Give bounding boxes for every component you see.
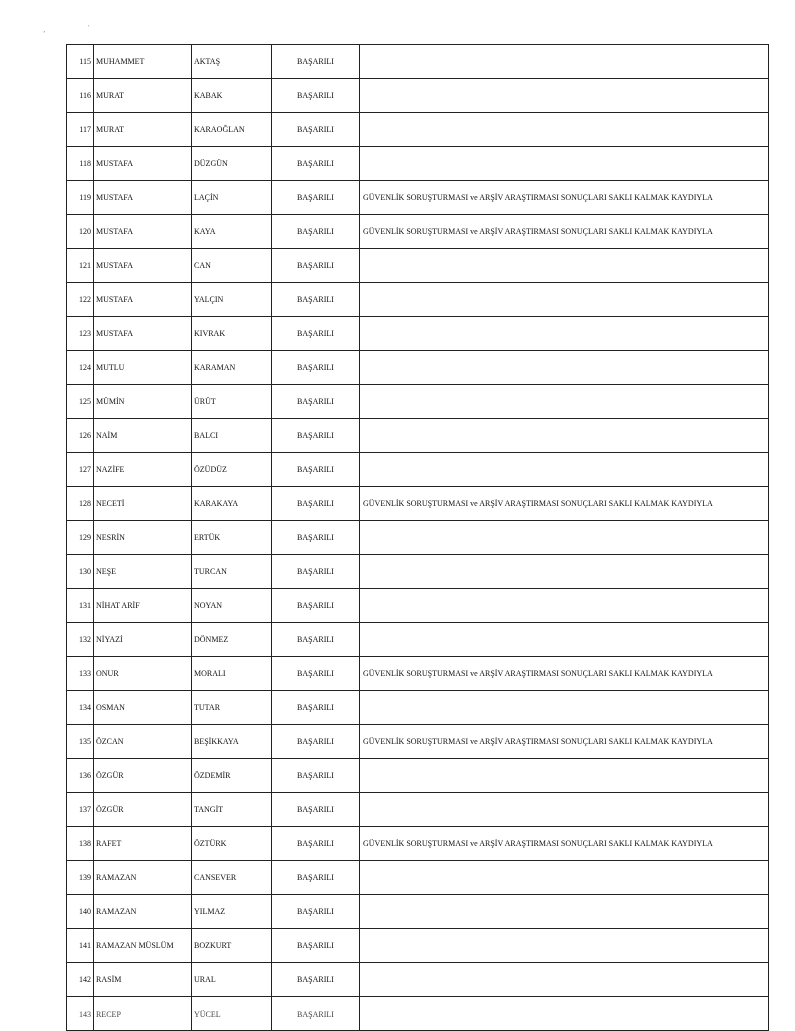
first-name-cell: MÜMİN	[94, 385, 192, 419]
status-cell: BAŞARILI	[272, 861, 360, 895]
first-name-cell: RAMAZAN MÜSLÜM	[94, 929, 192, 963]
table-row	[67, 45, 769, 79]
last-name-cell: ÖZDEMİR	[192, 759, 272, 793]
last-name-cell: KABAK	[192, 79, 272, 113]
table-row	[67, 657, 769, 691]
row-number-cell: 133	[67, 657, 94, 691]
note-cell	[360, 861, 769, 895]
first-name-cell: ÖZGÜR	[94, 759, 192, 793]
first-name-cell: MUSTAFA	[94, 147, 192, 181]
row-number-cell: 124	[67, 351, 94, 385]
last-name-cell: YALÇIN	[192, 283, 272, 317]
first-name-cell: NAİM	[94, 419, 192, 453]
first-name-cell: MUSTAFA	[94, 317, 192, 351]
note-cell	[360, 963, 769, 997]
first-name-cell: ÖZCAN	[94, 725, 192, 759]
results-table-body	[67, 45, 769, 1031]
note-cell	[360, 385, 769, 419]
row-number-cell: 125	[67, 385, 94, 419]
row-number-cell: 119	[67, 181, 94, 215]
status-cell: BAŞARILI	[272, 249, 360, 283]
table-row	[67, 623, 769, 657]
row-number-cell: 117	[67, 113, 94, 147]
row-number-cell: 129	[67, 521, 94, 555]
first-name-cell: NECETİ	[94, 487, 192, 521]
row-number-cell: 142	[67, 963, 94, 997]
note-cell	[360, 929, 769, 963]
table-row	[67, 759, 769, 793]
note-cell: GÜVENLİK SORUŞTURMASI ve ARŞİV ARAŞTIRMASI SONUÇLARI SAKLI KALMAK KAYDIYLA	[360, 181, 769, 215]
status-cell: BAŞARILI	[272, 113, 360, 147]
status-cell: BAŞARILI	[272, 997, 360, 1031]
note-cell	[360, 351, 769, 385]
first-name-cell: MUSTAFA	[94, 283, 192, 317]
first-name-cell: RAFET	[94, 827, 192, 861]
table-row	[67, 453, 769, 487]
last-name-cell: TANGİT	[192, 793, 272, 827]
note-cell	[360, 249, 769, 283]
scan-artifact-mark: ʼ	[43, 30, 46, 38]
last-name-cell: ÖZTÜRK	[192, 827, 272, 861]
last-name-cell: KARAOĞLAN	[192, 113, 272, 147]
first-name-cell: MUSTAFA	[94, 249, 192, 283]
last-name-cell: CAN	[192, 249, 272, 283]
table-row	[67, 215, 769, 249]
table-row	[67, 147, 769, 181]
first-name-cell: OSMAN	[94, 691, 192, 725]
first-name-cell: NAZİFE	[94, 453, 192, 487]
first-name-cell: MUSTAFA	[94, 181, 192, 215]
status-cell: BAŞARILI	[272, 147, 360, 181]
first-name-cell: NESRİN	[94, 521, 192, 555]
row-number-cell: 139	[67, 861, 94, 895]
status-cell: BAŞARILI	[272, 793, 360, 827]
last-name-cell: ÜRÜT	[192, 385, 272, 419]
status-cell: BAŞARILI	[272, 487, 360, 521]
last-name-cell: KIVRAK	[192, 317, 272, 351]
first-name-cell: RAMAZAN	[94, 895, 192, 929]
note-cell: GÜVENLİK SORUŞTURMASI ve ARŞİV ARAŞTIRMASI SONUÇLARI SAKLI KALMAK KAYDIYLA	[360, 827, 769, 861]
table-row	[67, 963, 769, 997]
table-row	[67, 521, 769, 555]
row-number-cell: 121	[67, 249, 94, 283]
status-cell: BAŞARILI	[272, 419, 360, 453]
scan-artifact-mark: '	[88, 24, 90, 32]
table-row	[67, 487, 769, 521]
note-cell	[360, 45, 769, 79]
status-cell: BAŞARILI	[272, 521, 360, 555]
row-number-cell: 132	[67, 623, 94, 657]
last-name-cell: KARAMAN	[192, 351, 272, 385]
first-name-cell: NEŞE	[94, 555, 192, 589]
note-cell	[360, 419, 769, 453]
note-cell: GÜVENLİK SORUŞTURMASI ve ARŞİV ARAŞTIRMASI SONUÇLARI SAKLI KALMAK KAYDIYLA	[360, 215, 769, 249]
last-name-cell: AKTAŞ	[192, 45, 272, 79]
last-name-cell: YILMAZ	[192, 895, 272, 929]
table-row	[67, 351, 769, 385]
status-cell: BAŞARILI	[272, 657, 360, 691]
first-name-cell: RAMAZAN	[94, 861, 192, 895]
note-cell	[360, 623, 769, 657]
table-row	[67, 249, 769, 283]
last-name-cell: MORALI	[192, 657, 272, 691]
table-row	[67, 317, 769, 351]
note-cell	[360, 317, 769, 351]
note-cell	[360, 453, 769, 487]
row-number-cell: 130	[67, 555, 94, 589]
status-cell: BAŞARILI	[272, 963, 360, 997]
last-name-cell: ERTÜK	[192, 521, 272, 555]
first-name-cell: MUTLU	[94, 351, 192, 385]
last-name-cell: TUTAR	[192, 691, 272, 725]
results-table	[66, 44, 769, 1031]
row-number-cell: 143	[67, 997, 94, 1031]
status-cell: BAŞARILI	[272, 453, 360, 487]
last-name-cell: URAL	[192, 963, 272, 997]
first-name-cell: ÖZGÜR	[94, 793, 192, 827]
row-number-cell: 136	[67, 759, 94, 793]
note-cell	[360, 113, 769, 147]
row-number-cell: 115	[67, 45, 94, 79]
last-name-cell: BALCI	[192, 419, 272, 453]
note-cell	[360, 691, 769, 725]
status-cell: BAŞARILI	[272, 351, 360, 385]
status-cell: BAŞARILI	[272, 929, 360, 963]
status-cell: BAŞARILI	[272, 623, 360, 657]
status-cell: BAŞARILI	[272, 725, 360, 759]
last-name-cell: KARAKAYA	[192, 487, 272, 521]
last-name-cell: ÖZÜDÜZ	[192, 453, 272, 487]
table-row	[67, 929, 769, 963]
table-row	[67, 691, 769, 725]
row-number-cell: 137	[67, 793, 94, 827]
table-row	[67, 419, 769, 453]
first-name-cell: MUHAMMET	[94, 45, 192, 79]
last-name-cell: CANSEVER	[192, 861, 272, 895]
status-cell: BAŞARILI	[272, 895, 360, 929]
note-cell: GÜVENLİK SORUŞTURMASI ve ARŞİV ARAŞTIRMASI SONUÇLARI SAKLI KALMAK KAYDIYLA	[360, 725, 769, 759]
table-row	[67, 793, 769, 827]
first-name-cell: NİYAZİ	[94, 623, 192, 657]
row-number-cell: 127	[67, 453, 94, 487]
row-number-cell: 123	[67, 317, 94, 351]
table-row	[67, 827, 769, 861]
status-cell: BAŞARILI	[272, 555, 360, 589]
last-name-cell: BEŞİKKAYA	[192, 725, 272, 759]
note-cell: GÜVENLİK SORUŞTURMASI ve ARŞİV ARAŞTIRMASI SONUÇLARI SAKLI KALMAK KAYDIYLA	[360, 487, 769, 521]
last-name-cell: TURCAN	[192, 555, 272, 589]
row-number-cell: 116	[67, 79, 94, 113]
row-number-cell: 128	[67, 487, 94, 521]
status-cell: BAŞARILI	[272, 215, 360, 249]
table-row	[67, 79, 769, 113]
status-cell: BAŞARILI	[272, 385, 360, 419]
note-cell	[360, 997, 769, 1031]
last-name-cell: LAÇİN	[192, 181, 272, 215]
table-row	[67, 589, 769, 623]
table-row	[67, 895, 769, 929]
status-cell: BAŞARILI	[272, 45, 360, 79]
note-cell	[360, 759, 769, 793]
table-row	[67, 283, 769, 317]
first-name-cell: MURAT	[94, 113, 192, 147]
status-cell: BAŞARILI	[272, 759, 360, 793]
status-cell: BAŞARILI	[272, 827, 360, 861]
last-name-cell: KAYA	[192, 215, 272, 249]
row-number-cell: 134	[67, 691, 94, 725]
table-row	[67, 385, 769, 419]
note-cell: GÜVENLİK SORUŞTURMASI ve ARŞİV ARAŞTIRMASI SONUÇLARI SAKLI KALMAK KAYDIYLA	[360, 657, 769, 691]
first-name-cell: RECEP	[94, 997, 192, 1031]
row-number-cell: 141	[67, 929, 94, 963]
first-name-cell: MURAT	[94, 79, 192, 113]
first-name-cell: ONUR	[94, 657, 192, 691]
status-cell: BAŞARILI	[272, 589, 360, 623]
row-number-cell: 118	[67, 147, 94, 181]
last-name-cell: YÜCEL	[192, 997, 272, 1031]
first-name-cell: RASİM	[94, 963, 192, 997]
table-row	[67, 861, 769, 895]
status-cell: BAŞARILI	[272, 283, 360, 317]
note-cell	[360, 79, 769, 113]
row-number-cell: 138	[67, 827, 94, 861]
last-name-cell: DÜZGÜN	[192, 147, 272, 181]
table-row	[67, 113, 769, 147]
last-name-cell: NOYAN	[192, 589, 272, 623]
table-row	[67, 725, 769, 759]
note-cell	[360, 895, 769, 929]
status-cell: BAŞARILI	[272, 317, 360, 351]
table-row	[67, 555, 769, 589]
note-cell	[360, 283, 769, 317]
row-number-cell: 140	[67, 895, 94, 929]
note-cell	[360, 589, 769, 623]
note-cell	[360, 793, 769, 827]
table-row	[67, 997, 769, 1031]
row-number-cell: 131	[67, 589, 94, 623]
row-number-cell: 120	[67, 215, 94, 249]
status-cell: BAŞARILI	[272, 181, 360, 215]
note-cell	[360, 147, 769, 181]
first-name-cell: MUSTAFA	[94, 215, 192, 249]
note-cell	[360, 555, 769, 589]
table-row	[67, 181, 769, 215]
note-cell	[360, 521, 769, 555]
row-number-cell: 126	[67, 419, 94, 453]
row-number-cell: 135	[67, 725, 94, 759]
last-name-cell: DÖNMEZ	[192, 623, 272, 657]
last-name-cell: BOZKURT	[192, 929, 272, 963]
status-cell: BAŞARILI	[272, 79, 360, 113]
row-number-cell: 122	[67, 283, 94, 317]
status-cell: BAŞARILI	[272, 691, 360, 725]
first-name-cell: NİHAT ARİF	[94, 589, 192, 623]
